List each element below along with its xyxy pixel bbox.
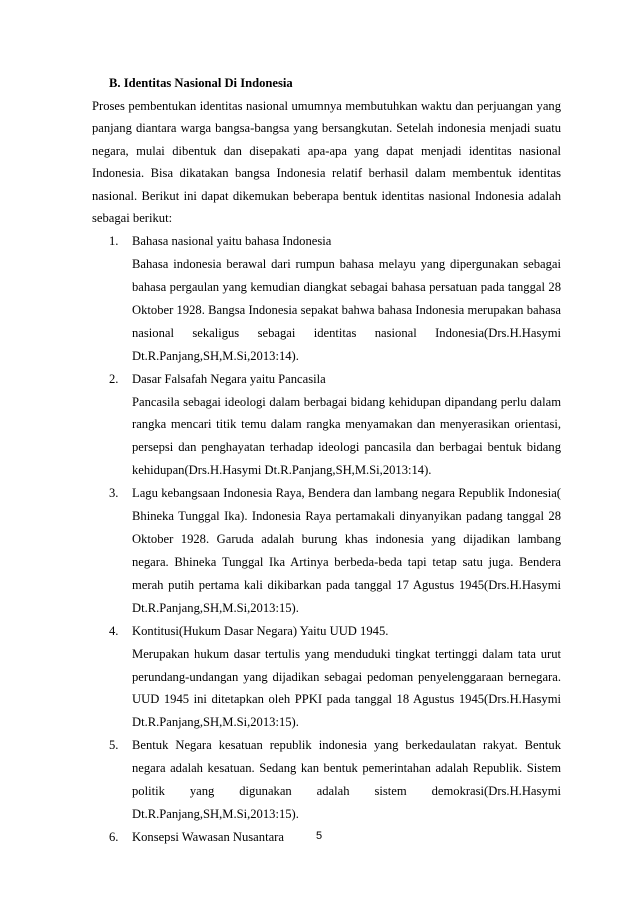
section-heading: B. Identitas Nasional Di Indonesia — [109, 76, 293, 90]
list-item-body: Bahasa indonesia berawal dari rumpun bahasa melayu yang dipergunakan sebagai bahasa pergaulan yang kemudian diangkat sebagai bahasa persatuan pada tanggal 28 Oktober 1928. Bangsa Indonesia sepakat bahwa bahasa Indonesia merupakan bahasa nasional sekaligus sebagai identitas nasional Indonesia(Drs.H.Hasymi Dt.R.Panjang,SH,M.Si,2013:14). — [132, 257, 561, 363]
list-item — [92, 734, 561, 826]
list-item — [92, 482, 561, 619]
list-item-number: 2. — [109, 371, 119, 386]
list-item-title: Dasar Falsafah Negara yaitu Pancasila — [132, 371, 326, 386]
list-item-number: 4. — [109, 623, 119, 638]
identity-list — [92, 230, 561, 849]
page-number: 5 — [315, 830, 323, 842]
list-item-body: Lagu kebangsaan Indonesia Raya, Bendera dan lambang negara Republik Indonesia( Bhineka Tunggal Ika). Indonesia Raya pertamakali dinyanyikan padang tanggal 28 Oktober 1928. Garuda adalah burung khas indonesia yang dijadikan lambang negara. Bhineka Tunggal Ika Artinya berbeda-beda tapi tetap satu juga. Bendera merah putih pertama kali dikibarkan pada tanggal 17 Agustus 1945(Drs.H.Hasymi Dt.R.Panjang,SH,M.Si,2013:15). — [132, 486, 561, 615]
list-item — [92, 230, 561, 368]
list-item-number: 6. — [109, 829, 119, 844]
list-item — [92, 620, 561, 735]
list-item — [92, 368, 561, 483]
list-item-number: 5. — [109, 738, 119, 753]
list-item-body: Bentuk Negara kesatuan republik indonesia yang berkedaulatan rakyat. Bentuk negara adalah kesatuan. Sedang kan bentuk pemerintahan adalah Republik. Sistem politik yang digunakan adalah sistem demokrasi(Drs.H.Hasymi Dt.R.Panjang,SH,M.Si,2013:15). — [132, 738, 561, 821]
list-item-body: Merupakan hukum dasar tertulis yang menduduki tingkat tertinggi dalam tata urut perundang-undangan yang dijadikan sebagai pedoman penyelenggaraan bernegara. UUD 1945 ini ditetapkan oleh PPKI pada tanggal 18 Agustus 1945(Drs.H.Hasymi Dt.R.Panjang,SH,M.Si,2013:15). — [132, 646, 561, 730]
list-item-title: Bahasa nasional yaitu bahasa Indonesia — [132, 234, 332, 248]
list-item-number: 3. — [109, 486, 119, 501]
list-item-title: Konsepsi Wawasan Nusantara — [132, 829, 284, 844]
list-item-title: Kontitusi(Hukum Dasar Negara) Yaitu UUD 1945. — [132, 623, 389, 638]
list-item-number: 1. — [109, 234, 119, 248]
list-item-body: Pancasila sebagai ideologi dalam berbagai bidang kehidupan dipandang perlu dalam rangka mencari titik temu dalam rangka menyamakan dan menyerasikan orientasi, persepsi dan penghayatan terhadap ideologi pancasila dan berbagai bentuk bidang kehidupan(Drs.H.Hasymi Dt.R.Panjang,SH,M.Si,2013:14). — [132, 394, 561, 478]
intro-paragraph: Proses pembentukan identitas nasional umumnya membutuhkan waktu dan perjuangan yang panjang diantara warga bangsa-bangsa yang bersangkutan. Setelah indonesia menjadi suatu negara, mulai dibentuk dan disepakati apa-apa yang dapat menjadi identitas nasional Indonesia. Bisa dikatakan bangsa Indonesia relatif berhasil dalam membentuk identitas nasional. Berikut ini dapat dikemukan beberapa bentuk identitas nasional Indonesia adalah sebagai berikut: — [92, 99, 561, 226]
